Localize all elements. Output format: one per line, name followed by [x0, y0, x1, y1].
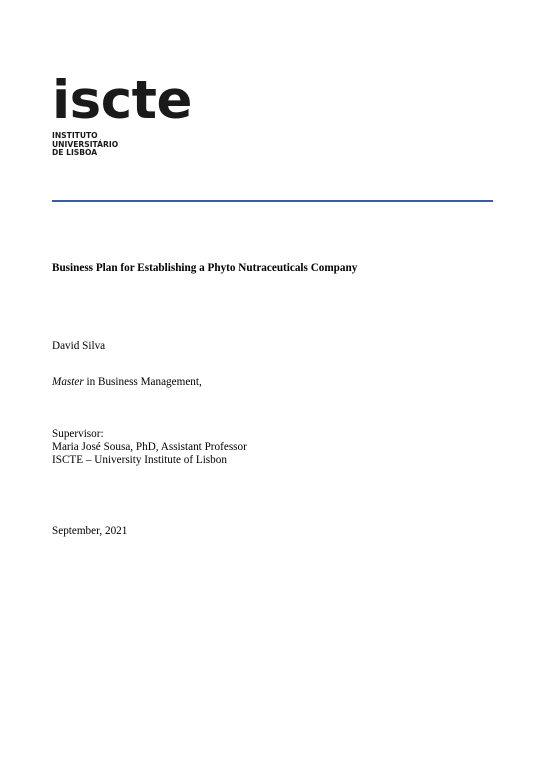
supervisor-label: Supervisor: [52, 428, 104, 440]
logo-line-1: INSTITUTO [52, 131, 98, 140]
degree-line [52, 376, 202, 389]
logo-line-3: DE LISBOA [52, 148, 98, 158]
logo-subtitle [52, 132, 192, 158]
supervisor-block [52, 428, 247, 467]
submission-date: September, 2021 [52, 525, 128, 537]
degree-rest: in Business Management, [83, 376, 202, 388]
degree-emphasis: Master [52, 376, 84, 388]
author-name: David Silva [52, 340, 106, 352]
logo-line-2: UNIVERSITÁRIO [52, 139, 119, 149]
iscte-logo [52, 70, 192, 158]
supervisor-name: Maria José Sousa, PhD, Assistant Professor [52, 441, 247, 453]
supervisor-institution: ISCTE – University Institute of Lisbon [52, 454, 227, 466]
document-title: Business Plan for Establishing a Phyto Nutraceuticals Company [52, 262, 358, 274]
logo-wordmark: iscte [52, 70, 192, 131]
header-divider [52, 200, 493, 202]
